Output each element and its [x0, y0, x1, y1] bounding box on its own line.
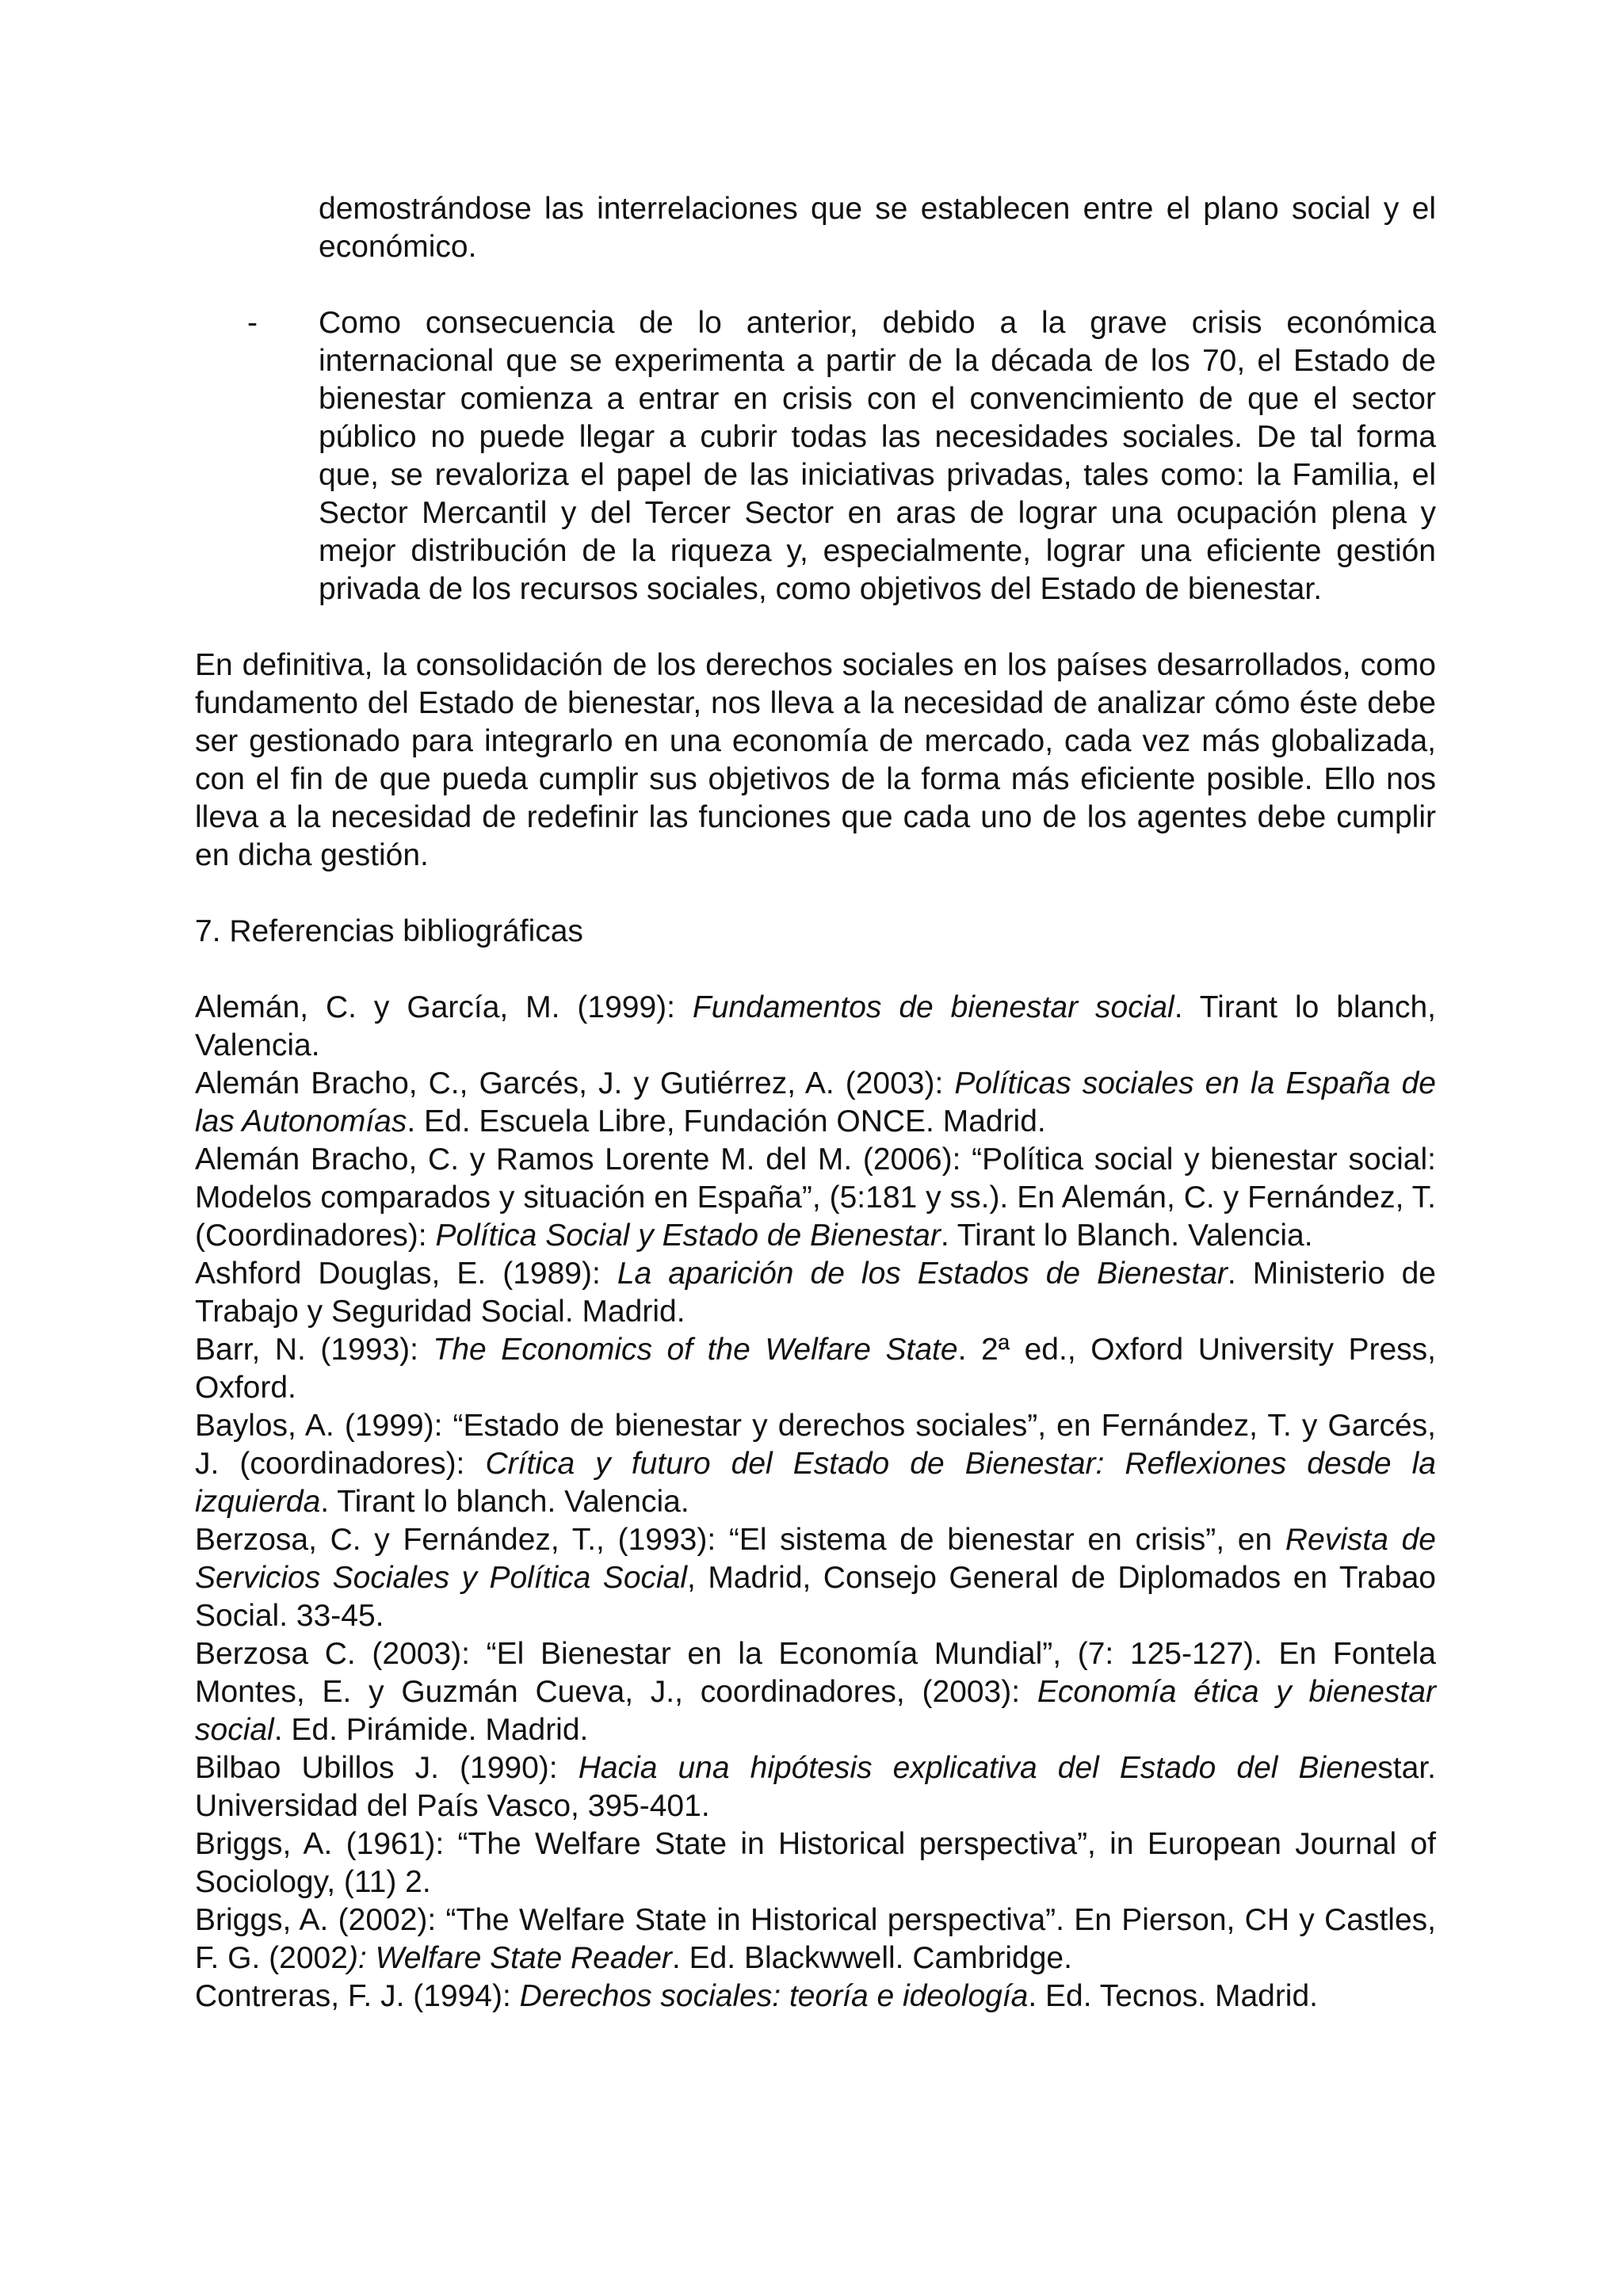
- bullet-marker: -: [247, 306, 258, 340]
- reference-entry: Briggs, A. (2002): “The Welfare State in Historical perspectiva”. En Pierson, CH y Castles, F. G. (2002): Welfare State Reader. Ed. Blackwwell. Cambridge.: [195, 1903, 1436, 1975]
- reference-entry: Berzosa C. (2003): “El Bienestar en la Economía Mundial”, (7: 125-127). En Fontela Montes, E. y Guzmán Cueva, J., coordinadores, (2003): Economía ética y bienestar social. Ed. Pirámide. Madrid.: [195, 1637, 1436, 1747]
- reference-entry: Ashford Douglas, E. (1989): La aparición de los Estados de Bienestar. Ministerio de Trabajo y Seguridad Social. Madrid.: [195, 1257, 1436, 1329]
- reference-entry: Alemán Bracho, C., Garcés, J. y Gutiérrez, A. (2003): Políticas sociales en la España de las Autonomías. Ed. Escuela Libre, Fundación ONCE. Madrid.: [195, 1066, 1436, 1138]
- reference-entry: Briggs, A. (1961): “The Welfare State in Historical perspectiva”, in European Journal of Sociology, (11) 2.: [195, 1827, 1436, 1899]
- continuation-paragraph: demostrándose las interrelaciones que se establecen entre el plano social y el económico.: [319, 192, 1436, 264]
- document-page: [195, 190, 1436, 2016]
- reference-entry: Bilbao Ubillos J. (1990): Hacia una hipótesis explicativa del Estado del Bienestar. Universidad del País Vasco, 395-401.: [195, 1751, 1436, 1823]
- reference-entry: Berzosa, C. y Fernández, T., (1993): “El sistema de bienestar en crisis”, en Revista de Servicios Sociales y Política Social, Madrid, Consejo General de Diplomados en Trabao Social. 33-45.: [195, 1523, 1436, 1633]
- reference-entry: Baylos, A. (1999): “Estado de bienestar y derechos sociales”, en Fernández, T. y Garcés, J. (coordinadores): Crítica y futuro del Estado de Bienestar: Reflexiones desde la izquierda. Tirant lo blanch. Valencia.: [195, 1409, 1436, 1519]
- section-heading: 7. Referencias bibliográficas: [195, 914, 583, 948]
- reference-entry: Alemán, C. y García, M. (1999): Fundamentos de bienestar social. Tirant lo blanch, Valencia.: [195, 990, 1436, 1062]
- conclusion-paragraph: En definitiva, la consolidación de los derechos sociales en los países desarrollados, como fundamento del Estado de bienestar, nos lleva a la necesidad de analizar cómo éste debe ser gestionado para integrarlo en una economía de mercado, cada vez más globalizada, con el fin de que pueda cumplir sus objetivos de la forma más eficiente posible. Ello nos lleva a la necesidad de redefinir las funciones que cada uno de los agentes debe cumplir en dicha gestión.: [195, 648, 1436, 872]
- reference-entry: Alemán Bracho, C. y Ramos Lorente M. del M. (2006): “Política social y bienestar social: Modelos comparados y situación en España”, (5:181 y ss.). En Alemán, C. y Fernández, T. (Coordinadores): Política Social y Estado de Bienestar. Tirant lo Blanch. Valencia.: [195, 1142, 1436, 1253]
- reference-entry: Contreras, F. J. (1994): Derechos sociales: teoría e ideología. Ed. Tecnos. Madrid.: [195, 1979, 1318, 2013]
- reference-entry: Barr, N. (1993): The Economics of the Welfare State. 2ª ed., Oxford University Press, Oxford.: [195, 1333, 1437, 1405]
- bullet-item: [247, 304, 1436, 608]
- bullet-text: Como consecuencia de lo anterior, debido a la grave crisis económica internacional que se experimenta a partir de la década de los 70, el Estado de bienestar comienza a entrar en crisis con el convencimiento de que el sector público no puede llegar a cubrir todas las necesidades sociales. De tal forma que, se revaloriza el papel de las iniciativas privadas, tales como: la Familia, el Sector Mercantil y del Tercer Sector en aras de lograr una ocupación plena y mejor distribución de la riqueza y, especialmente, lograr una eficiente gestión privada de los recursos sociales, como objetivos del Estado de bienestar.: [319, 306, 1436, 606]
- reference-list: [195, 989, 1436, 2016]
